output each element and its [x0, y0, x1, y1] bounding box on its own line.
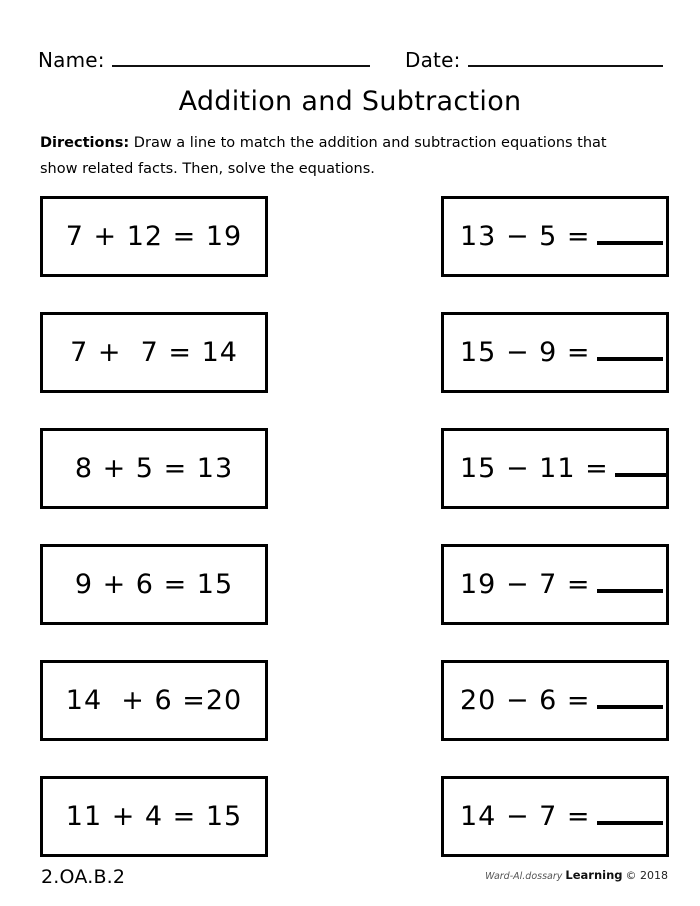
subtraction-equation-box[interactable] [441, 312, 669, 393]
date-input-line[interactable] [468, 48, 663, 67]
directions-text: Draw a line to match the addition and subtraction equations that show related facts. Then, solve the equations. [40, 135, 607, 177]
equation-text: 9 + 6 = 15 [74, 569, 234, 600]
equation-text: 14 − 7 = [460, 801, 591, 832]
subtraction-equation-box[interactable] [441, 544, 669, 625]
credit-brand: Ward-Al.dossary [485, 871, 563, 882]
name-date-row [0, 48, 700, 76]
addition-equation-box[interactable] [40, 196, 268, 277]
equation-text: 13 − 5 = [460, 221, 591, 252]
subtraction-equation-box[interactable] [441, 196, 669, 277]
answer-blank[interactable] [597, 589, 663, 593]
date-field[interactable] [405, 48, 663, 76]
answer-blank[interactable] [597, 705, 663, 709]
equation-text: 20 − 6 = [460, 685, 591, 716]
equation-text: 15 − 11 = [460, 453, 609, 484]
directions-label: Directions: [40, 135, 130, 151]
credit-word: Learning [565, 868, 623, 882]
directions [40, 130, 620, 182]
copyright-credit [485, 868, 668, 882]
addition-equation-box[interactable] [40, 776, 268, 857]
addition-equation-box[interactable] [40, 312, 268, 393]
answer-blank[interactable] [597, 241, 663, 245]
addition-equation-box[interactable] [40, 544, 268, 625]
addition-column [40, 196, 268, 892]
equation-text: 14 + 6 =20 [65, 685, 243, 716]
equation-text: 19 − 7 = [460, 569, 591, 600]
answer-blank[interactable] [597, 821, 663, 825]
addition-equation-box[interactable] [40, 428, 268, 509]
page-title: Addition and Subtraction [178, 86, 522, 117]
equation-text: 7 + 7 = 14 [70, 337, 238, 368]
equation-text: 7 + 12 = 19 [65, 221, 243, 252]
subtraction-equation-box[interactable] [441, 776, 669, 857]
equation-text: 15 − 9 = [460, 337, 591, 368]
equation-text: 8 + 5 = 13 [74, 453, 234, 484]
date-label: Date: [405, 48, 461, 72]
equation-text: 11 + 4 = 15 [65, 801, 243, 832]
subtraction-equation-box[interactable] [441, 428, 669, 509]
standard-code: 2.OA.B.2 [41, 866, 126, 888]
subtraction-column [441, 196, 669, 892]
name-label: Name: [38, 48, 105, 72]
credit-copyright: © 2018 [625, 869, 668, 882]
name-input-line[interactable] [112, 48, 370, 67]
addition-equation-box[interactable] [40, 660, 268, 741]
subtraction-equation-box[interactable] [441, 660, 669, 741]
answer-blank[interactable] [615, 473, 666, 477]
answer-blank[interactable] [597, 357, 663, 361]
name-field[interactable] [38, 48, 370, 76]
